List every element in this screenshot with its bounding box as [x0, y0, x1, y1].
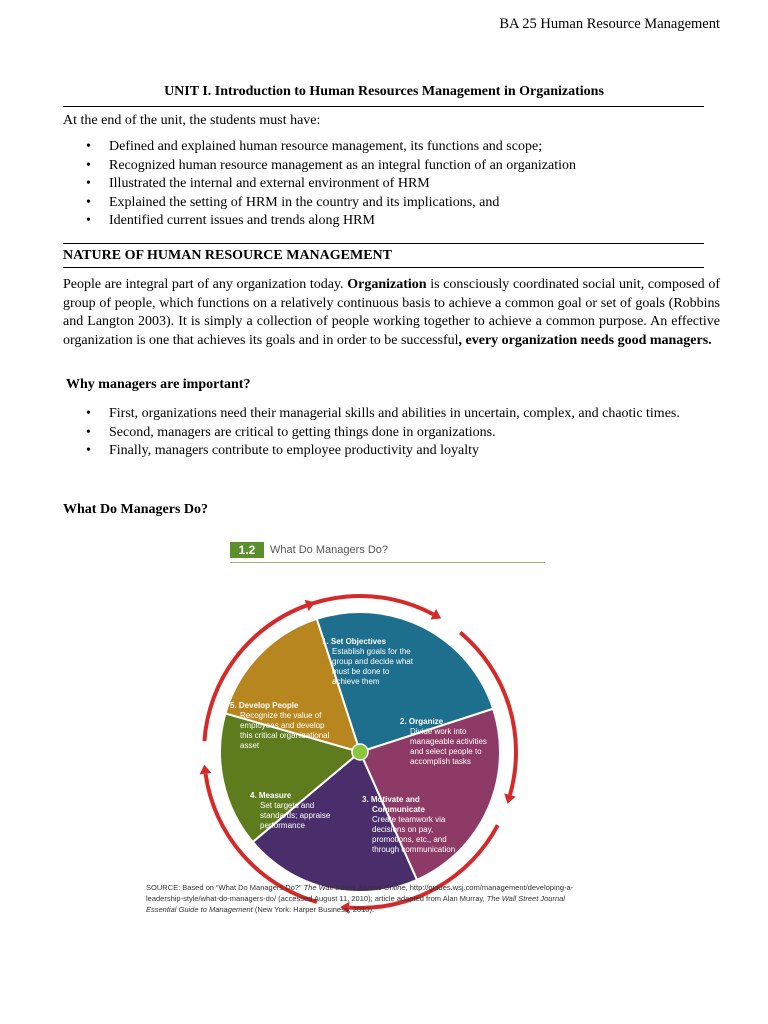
segment-heading: Communicate [372, 805, 425, 814]
bullet-icon: • [86, 213, 91, 228]
segment-text: Divide work into [410, 727, 467, 736]
segment-text: employees and develop [240, 721, 325, 730]
segment-text: through communication [372, 845, 456, 854]
list-item: • Explained the setting of HRM in the country and its implications, and [109, 194, 729, 213]
segment-text: manageable activities [410, 737, 487, 746]
segment-text: Create teamwork via [372, 815, 446, 824]
center-hub-icon [352, 744, 368, 760]
segment-heading: 3. Motivate and [362, 795, 420, 804]
segment-text: asset [240, 741, 260, 750]
segment-text: decisions on pay, [372, 825, 434, 834]
segment-text: Recognize the value of [240, 711, 322, 720]
what-do-managers-title: What Do Managers Do? [63, 502, 209, 517]
cycle-diagram [190, 572, 570, 922]
segment-heading: 5. Develop People [230, 701, 299, 710]
section-rule-top [63, 243, 704, 244]
segment-text: must be done to [332, 667, 390, 676]
list-item: • First, organizations need their managerial skills and abilities in uncertain, complex, and chaotic times. [109, 405, 720, 424]
list-item: • Second, managers are critical to getting things done in organizations. [109, 424, 720, 443]
why-managers-title: Why managers are important? [66, 377, 251, 392]
why-list [86, 405, 720, 461]
segment-heading: 2. Organize [400, 717, 444, 726]
bullet-icon: • [86, 157, 91, 173]
segment-text: standards; appraise [260, 811, 331, 820]
unit-title: UNIT I. Introduction to Human Resources Management in Organizations [164, 84, 604, 99]
objectives-intro: At the end of the unit, the students must have: [63, 113, 321, 128]
bullet-icon: • [86, 176, 91, 191]
list-item: • Finally, managers contribute to employee productivity and loyalty [109, 442, 720, 461]
figure-source-note: SOURCE: Based on “What Do Managers Do?” The Wall Street Journal Online, http://guides.wsj.com/management/developing-a-leadership-style/what-do-managers-do/ (accessed August 11, 2010); article adapted from Alan Murray, The Wall Street Journal Essential Guide to Management (New York: Harper Business, 2010). [146, 883, 574, 914]
segment-text: Set targets and [260, 801, 315, 810]
objectives-list [86, 138, 729, 231]
segment-heading: 4. Measure [250, 791, 292, 800]
list-item: • Defined and explained human resource management, its functions and scope; [109, 138, 729, 157]
figure-rule [230, 562, 545, 563]
bullet-icon: • [86, 443, 91, 458]
segment-text: performance [260, 821, 305, 830]
bullet-icon: • [86, 194, 91, 210]
figure-title: What Do Managers Do? [270, 544, 388, 556]
course-header: BA 25 Human Resource Management [499, 16, 720, 32]
segment-text: group and decide what [332, 657, 413, 666]
segment-text: and select people to [410, 747, 482, 756]
list-item: • Illustrated the internal and external environment of HRM [109, 175, 729, 194]
section-title-nature: NATURE OF HUMAN RESOURCE MANAGEMENT [63, 248, 392, 263]
list-item: • Identified current issues and trends along HRM [109, 212, 729, 231]
bullet-icon: • [86, 139, 91, 154]
bullet-icon: • [86, 406, 91, 421]
segment-heading: 1. Set Objectives [322, 637, 387, 646]
segment-text: accomplish tasks [410, 757, 471, 766]
title-rule [63, 106, 704, 107]
bullet-icon: • [86, 424, 91, 440]
section-rule-bottom [63, 267, 704, 268]
segment-text: achieve them [332, 677, 380, 686]
arrowhead-icon [200, 765, 212, 775]
segment-text: promotions, etc., and [372, 835, 447, 844]
list-item: • Recognized human resource management as an integral function of an organization [109, 157, 729, 176]
managers-cycle-figure [190, 532, 570, 932]
nature-paragraph: People are integral part of any organization today. Organization is consciously coordinated social unit, composed of group of people, which functions on a relatively continuous basis to achieve a common goal or set of goals (Robbins and Langton 2003). It is simply a collection of people working together to achieve a common purpose. An effective organization is one that achieves its goals and in order to be successful, every organization needs good managers. [63, 277, 720, 348]
segment-text: this critical organizational [240, 731, 330, 740]
segment-text: Establish goals for the [332, 647, 411, 656]
figure-number-badge: 1.2 [230, 542, 264, 558]
